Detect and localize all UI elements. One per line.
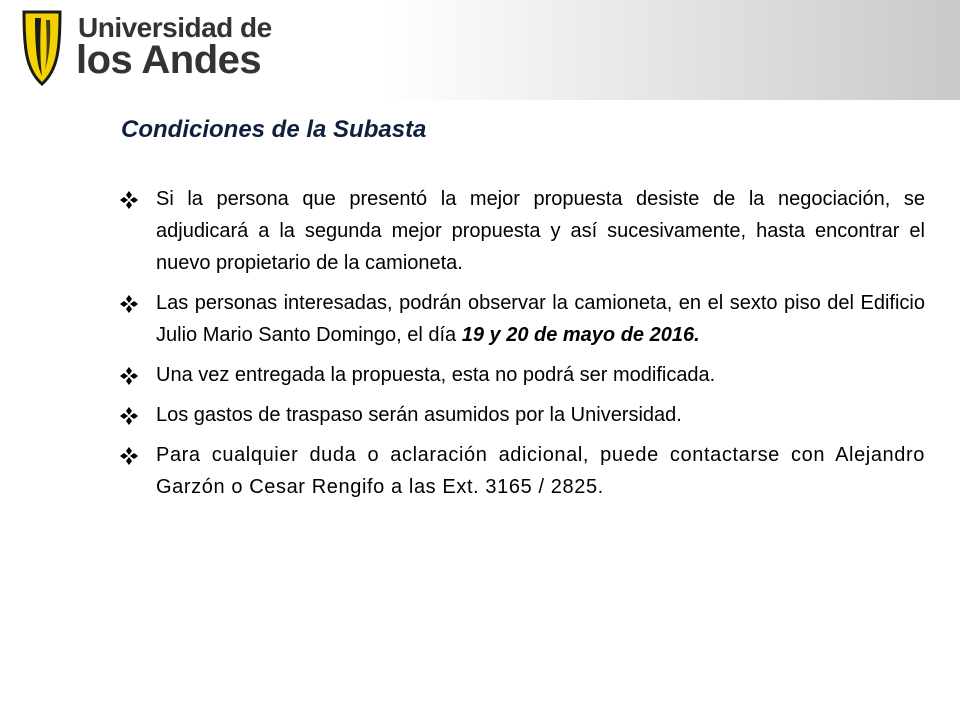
bullet-list xyxy=(120,183,925,511)
four-diamond-bullet-icon xyxy=(120,407,138,425)
bullet-item xyxy=(120,439,925,503)
logo-line-1: Universidad de xyxy=(78,12,272,43)
four-diamond-bullet-icon xyxy=(120,447,138,465)
logo-emblem-icon xyxy=(18,8,66,86)
bullet-text: Si la persona que presentó la mejor propuesta desiste de la negociación, se adjudicará a la segunda mejor propuesta y así sucesivamente, hasta encontrar el nuevo propietario de la camioneta. xyxy=(156,188,925,274)
bullet-text: Las personas interesadas, podrán observar la camioneta, en el sexto piso del Edificio Julio Mario Santo Domingo, el día xyxy=(156,292,925,346)
bullet-item xyxy=(120,359,925,391)
logo-line-2: los Andes xyxy=(76,38,262,82)
four-diamond-bullet-icon xyxy=(120,295,138,313)
university-logo xyxy=(18,8,272,88)
four-diamond-bullet-icon xyxy=(120,367,138,385)
bullet-item xyxy=(120,287,925,351)
page-title: Condiciones de la Subasta xyxy=(121,116,427,143)
bullet-item xyxy=(120,183,925,279)
four-diamond-bullet-icon xyxy=(120,191,138,209)
bullet-item xyxy=(120,399,925,431)
bullet-text: Los gastos de traspaso serán asumidos por la Universidad. xyxy=(156,404,682,426)
bullet-date-emphasis: 19 y 20 de mayo de 2016. xyxy=(461,324,700,346)
bullet-text: Para cualquier duda o aclaración adicional, puede contactarse con Alejandro Garzón o Cesar Rengifo a las Ext. 3165 / 2825. xyxy=(156,444,925,498)
bullet-text: Una vez entregada la propuesta, esta no podrá ser modificada. xyxy=(156,364,716,386)
